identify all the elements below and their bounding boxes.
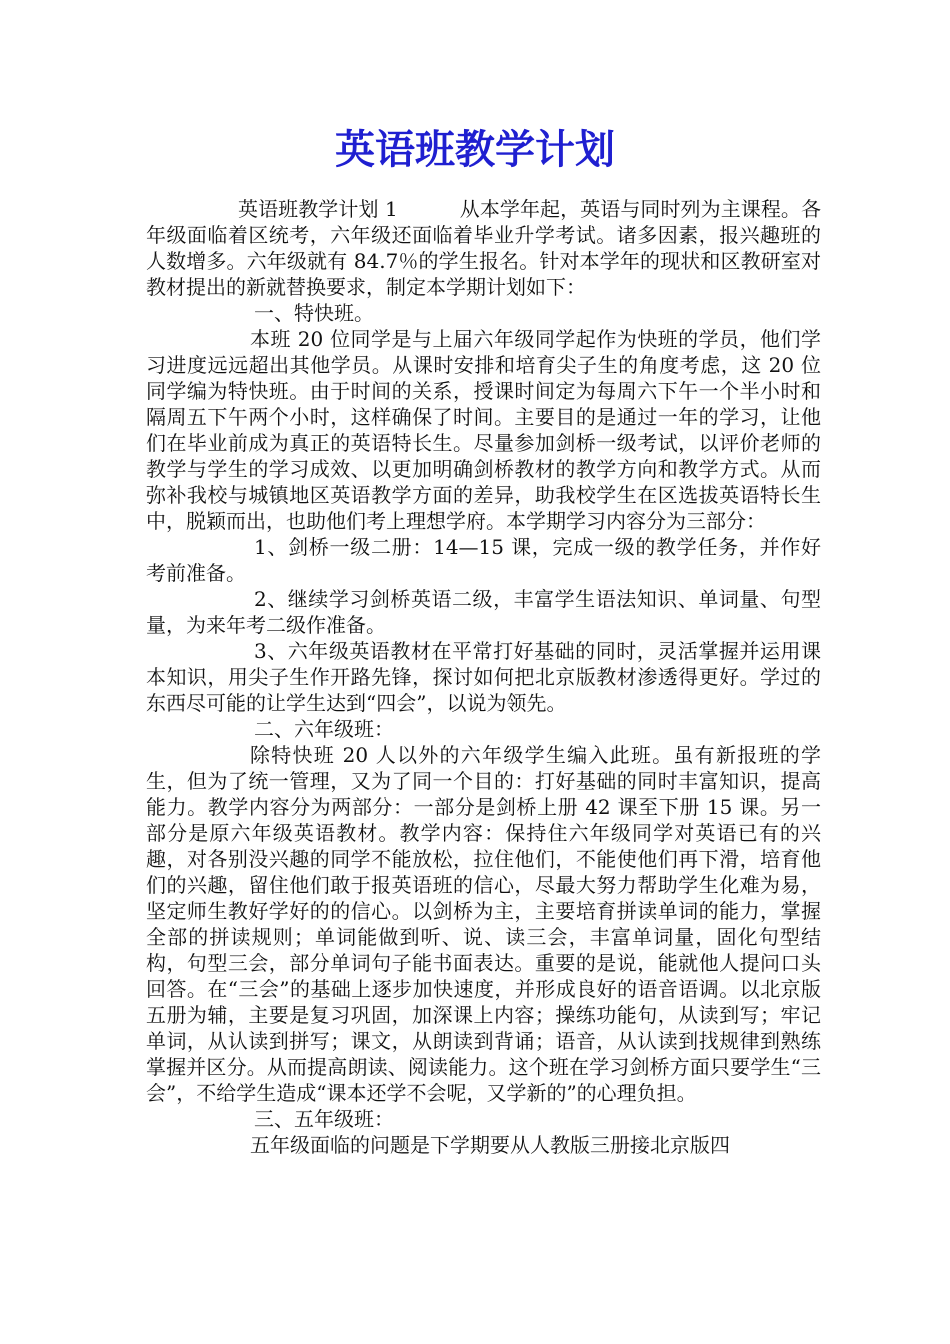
- intro-label: 英语班教学计划 1: [238, 197, 398, 221]
- document-title: 英语班教学计划: [335, 126, 615, 173]
- list-item: 1、剑桥一级二册：14—15 课，完成一级的教学任务，并作好考前准备。: [146, 535, 821, 585]
- document-body: [146, 196, 821, 1158]
- intro-paragraph: [146, 196, 821, 300]
- section-heading: 一、特快班。: [254, 301, 374, 325]
- section-heading: 三、五年级班：: [254, 1107, 394, 1131]
- list-item: 2、继续学习剑桥英语二级，丰富学生语法知识、单词量、句型量，为来年考二级作准备。: [146, 587, 821, 637]
- list-item: 3、六年级英语教材在平常打好基础的同时，灵活掌握并运用课本知识，用尖子生作开路先锋，探讨如何把北京版教材渗透得更好。学过的东西尽可能的让学生达到“四会”，以说为领先。: [146, 639, 821, 715]
- section-heading: 二、六年级班：: [254, 717, 394, 741]
- section-paragraph: 除特快班 20 人以外的六年级学生编入此班。虽有新报班的学生，但为了统一管理，又为了同一个目的：打好基础的同时丰富知识，提高能力。教学内容分为两部分：一部分是剑桥上册 42 课至下册 15 课。另一部分是原六年级英语教材。教学内容：保持住六年级同学对英语已有的兴趣，对各别没兴趣的同学不能放松，拉住他们，不能使他们再下滑，培育他们的兴趣，留住他们敢于报英语班的信心，尽最大努力帮助学生化难为易，坚定师生教好学好的的信心。以剑桥为主，主要培育拼读单词的能力，掌握全部的拼读规则；单词能做到听、说、读三会，丰富单词量，固化句型结构，句型三会，部分单词句子能书面表达。重要的是说，能就他人提问口头回答。在“三会”的基础上逐步加快速度，并形成良好的语音语调。以北京版五册为辅，主要是复习巩固，加深课上内容；操练功能句，从读到写；牢记单词，从认读到拼写；课文，从朗读到背诵；语音，从认读到找规律到熟练掌握并区分。从而提高朗读、阅读能力。这个班在学习剑桥方面只要学生“三会”，不给学生造成“课本还学不会呢，又学新的”的心理负担。: [146, 743, 821, 1105]
- section-paragraph: 本班 20 位同学是与上届六年级同学起作为快班的学员，他们学习进度远远超出其他学员。从课时安排和培育尖子生的角度考虑，这 20 位同学编为特快班。由于时间的关系，授课时间定为每周六下午一个半小时和隔周五下午两个小时，这样确保了时间。主要目的是通过一年的学习，让他们在毕业前成为真正的英语特长生。尽量参加剑桥一级考试，以评价老师的教学与学生的学习成效、以更加明确剑桥教材的教学方向和教学方式。从而弥补我校与城镇地区英语教学方面的差异，助我校学生在区选拔英语特长生中，脱颖而出，也助他们考上理想学府。本学期学习内容分为三部分：: [146, 327, 821, 533]
- intro-text: 从本学年起，英语与同时列为主课程。各年级面临着区统考，六年级还面临着毕业升学考试。诸多因素，报兴趣班的人数增多。六年级就有 84.7％的学生报名。针对本学年的现状和区教研室对教材提出的新就替换要求，制定本学期计划如下：: [146, 197, 821, 299]
- section-paragraph: 五年级面临的问题是下学期要从人教版三册接北京版四: [250, 1133, 730, 1157]
